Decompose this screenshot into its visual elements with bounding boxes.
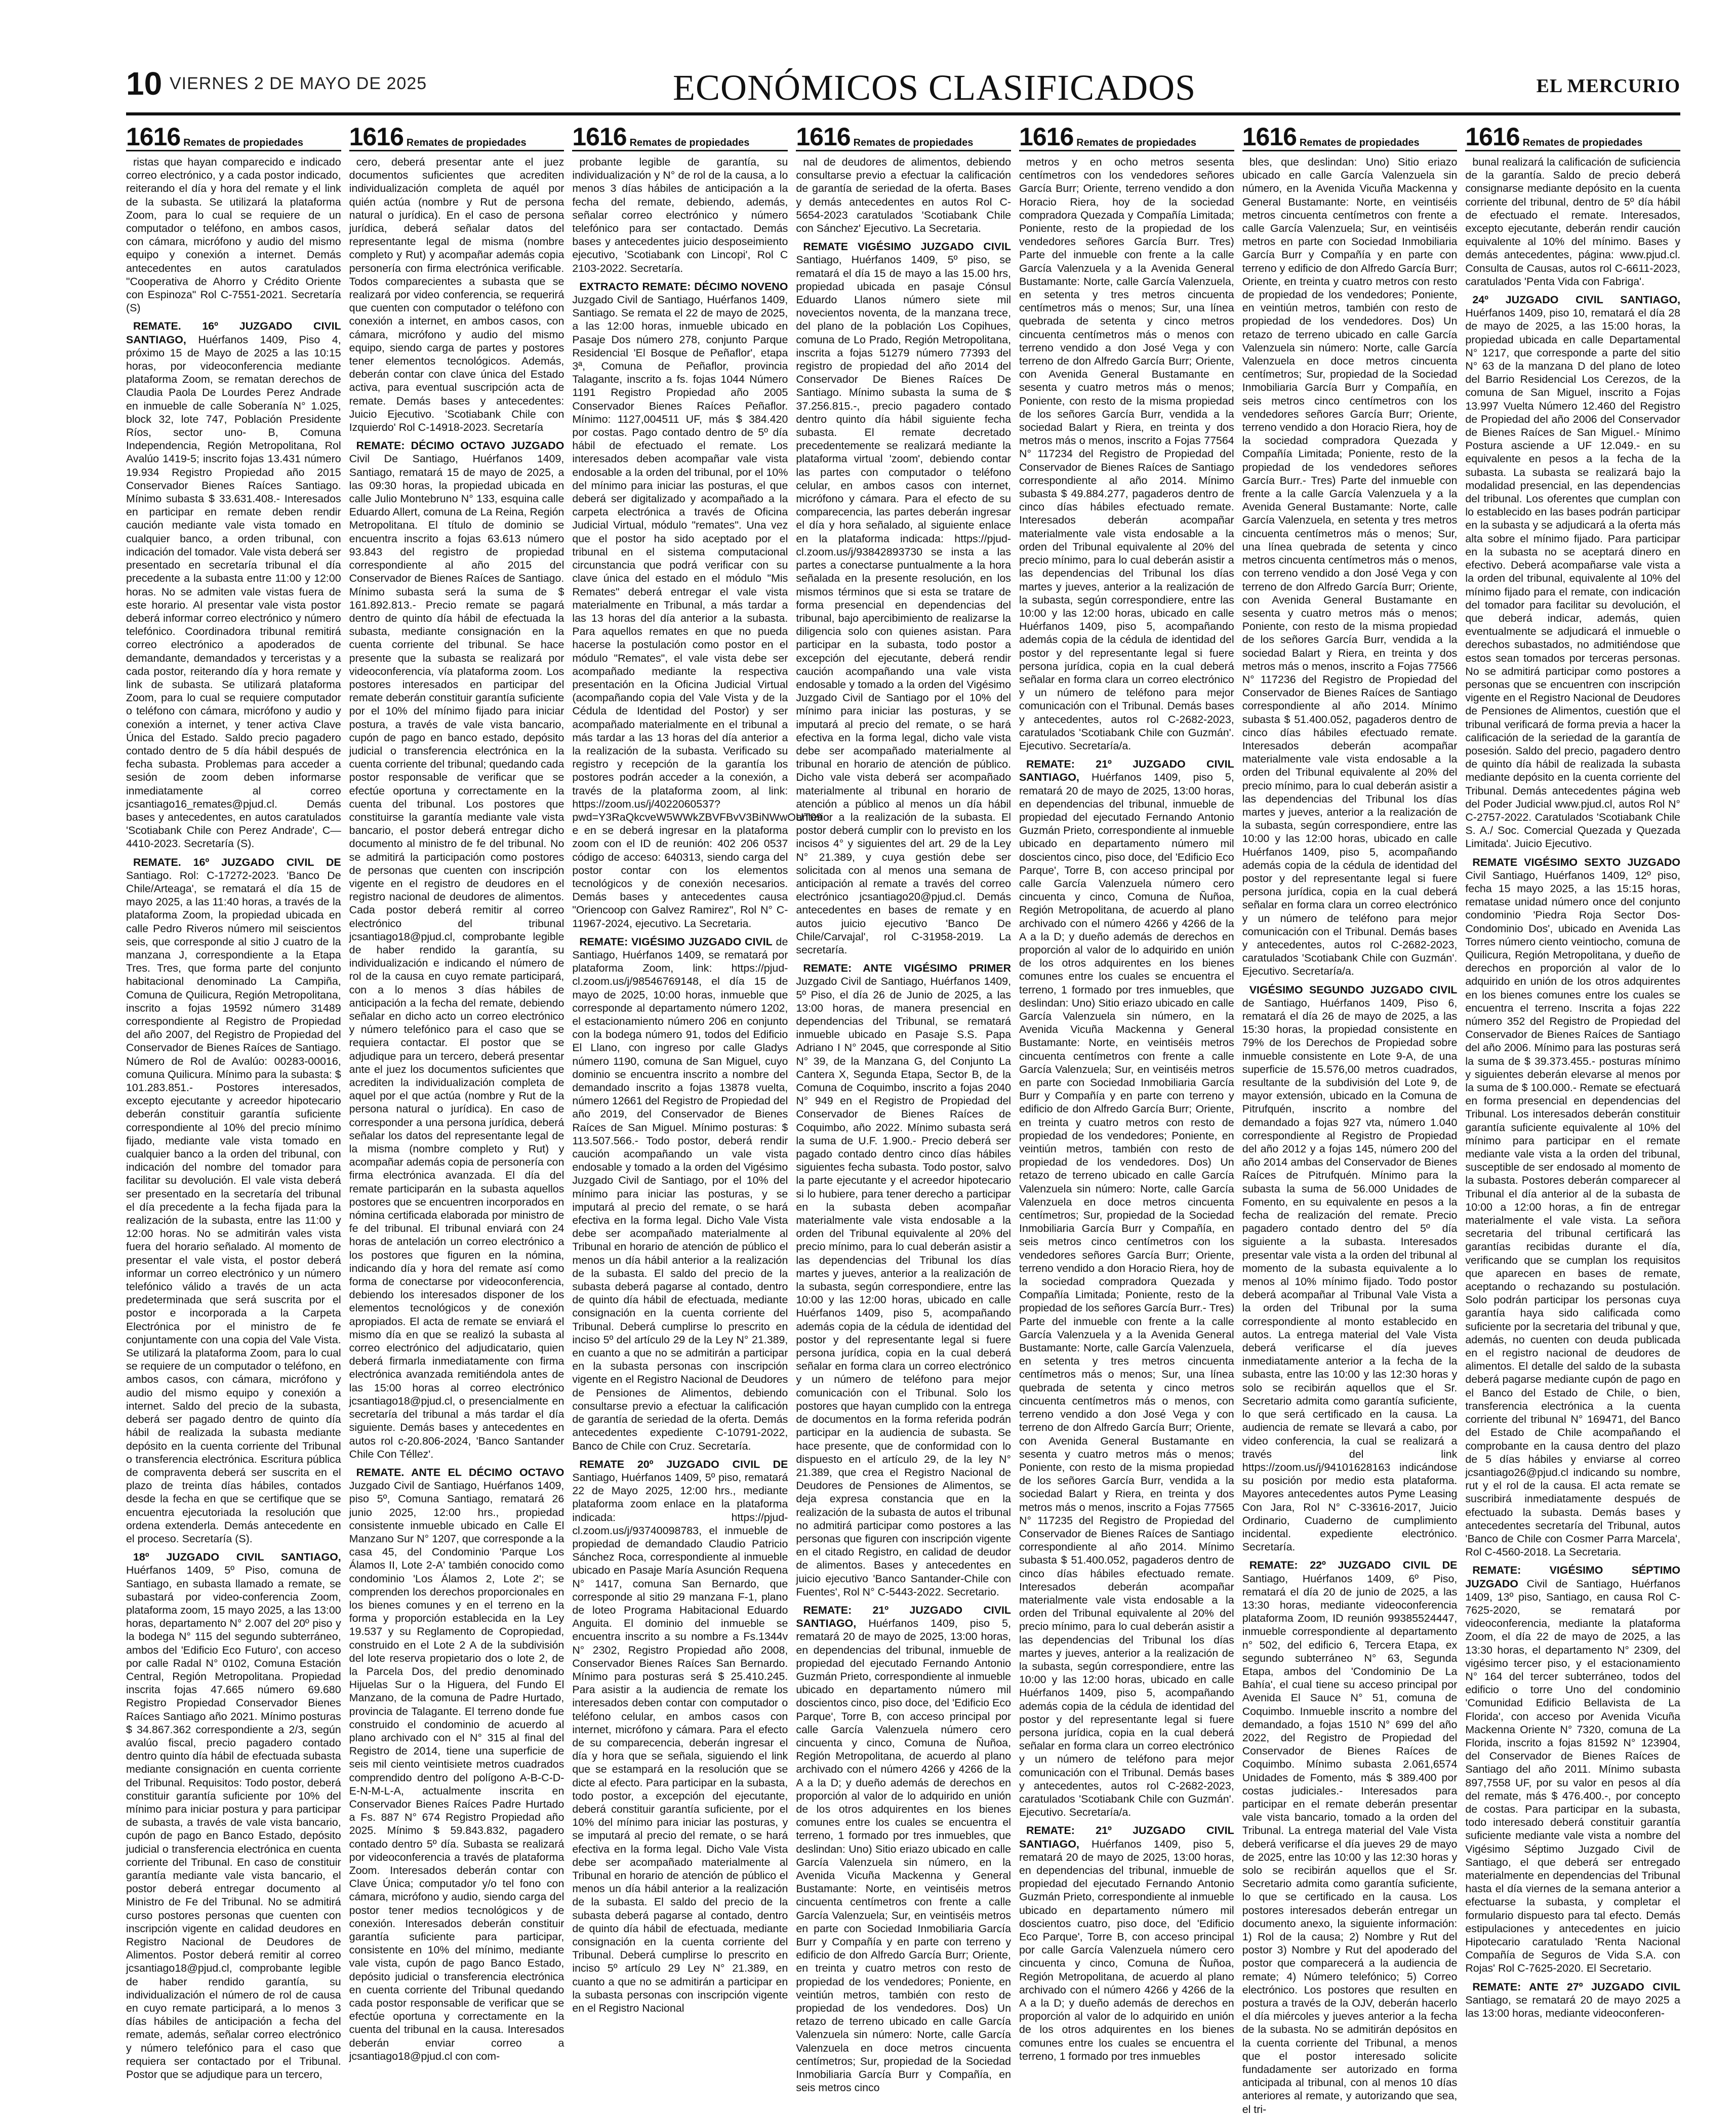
classified-notice: [1019, 155, 1234, 752]
notice-text: metros y en ocho metros sesenta centímetros con los vendedores señores García Burr; Oriente, terreno vendido a don Horacio Riera, hoy de la sociedad compradora Quezada y Compañía Limitada; Poniente, resto de la propiedad de los vendedores señores García Burr. Tres) Parte del inmueble con frente a la calle García Valenzuela y a la Avenida General Bustamante: Norte, calle García Valenzuela, en setenta y tres metros cincuenta centímetros más o menos; Sur, una línea quebrada de setenta y cinco metros cincuenta centímetros más o menos con terreno vendido a don José Vega y con terreno de don Alfredo García Burr; Oriente, con Avenida General Bustamante en sesenta y cuatro metros más o menos; Poniente, con resto de la misma propiedad de los señores García Burr, vendida a la sociedad Balart y Riera, en treinta y dos metros más o menos, inscrito a Fojas 77564 N° 117234 del Registro de Propiedad del Conservador de Bienes Raíces de Santiago correspondiente al año 2014. Mínimo subasta $ 49.884.277, pagaderos dentro de cinco días hábiles efectuado remate. Interesados deberán acompañar materialmente vale vista endosable a la orden del Tribunal equivalente al 20% del precio mínimo, para lo cual deberán asistir a las dependencias del Tribunal los días martes y jueves, anterior a la realización de la subasta, según correspondiere, entre las 10:00 y las 12:00 horas, ubicado en calle Huérfanos 1409, piso 5, acompañando además copia de la cédula de identidad del postor y del representante legal si fuere persona jurídica, copia en la cual deberá señalar en forma clara un correo electrónico y un número de teléfono para mejor comunicación con el Tribunal. Demás bases y antecedentes, autos rol C-2682-2023, caratulados 'Scotiabank Chile con Guzmán'. Ejecutivo. Secretaría/a.: [1019, 156, 1234, 752]
classified-notice: [796, 962, 1011, 1599]
column-header: [126, 119, 341, 151]
classification-code: 1616: [349, 123, 403, 151]
classification-code: 1616: [572, 123, 627, 151]
notice-text: Huérfanos 1409, piso 5, rematará 20 de mayo de 2025, 13:00 horas, en dependencias del tribunal, inmueble de propiedad del ejecutado Fernando Antonio Guzmán Prieto, correspondiente al inmueble ubicado en departamento número mil doscientos cuatro, piso doce, del 'Edificio Eco Parque', Torre B, con acceso principal por calle García Valenzuela número cero cincuenta y cinco, Comuna de Ñuñoa, Región Metropolitana, de acuerdo al plano archivado con el número 4266 y 4266 de la A a la D; y dueño además de derechos en proporción al valor de lo adquirido en unión de los otros adquirentes en los bienes comunes entre los cuales se encuentra el terreno, 1 formado por tres inmuebles: [1019, 1838, 1234, 2062]
column-body: [1242, 155, 1458, 2116]
notice-text: nal de deudores de alimentos, debiendo consultarse previo a efectuar la calificación de garantía de seriedad de la oferta. Bases y demás antecedentes en autos Rol C- 5654-2023 caratulados 'Scotiabank Chile con Sánchez' Ejecutivo. La Secretaria.: [796, 156, 1012, 235]
classified-notice: [796, 155, 1011, 235]
column-body: [1465, 155, 1680, 2020]
classification-category: Remates de propiedades: [629, 137, 750, 148]
classified-notice: [1465, 155, 1680, 288]
classification-code: 1616: [1242, 123, 1297, 151]
notice-text: Juzgado Civil de Santiago, Huérfanos 1409, Santiago. Se remata el 22 de mayo de 2025, a las 12:00 horas, inmueble ubicado en Pasaje Dos número 278, conjunto Parque Residencial 'El Bosque de Peñaflor', etapa 3ª, Comuna de Peñaflor, provincia Talagante, inscrito a fs. fojas 1044 Número 1191 Registro Propiedad año 2005 Conservador Bienes Raíces Peñaflor. Mínimo: 1127,004511 UF, más $ 384.420 por costas. Pago contado dentro de 5º día hábil de efectuado el remate. Los interesados deben acompañar vale vista endosable a la orden del tribunal, por el 10% del mínimo para iniciar las posturas, el que deberá ser digitalizado y acompañado a la carpeta electrónica a través de Oficina Judicial Virtual, módulo "remates". Una vez que el postor ha sido aceptado por el tribunal en el sistema computacional circunstancia que podrá verificar con su clave única del estado en el módulo "Mis Remates" deberá entregar el vale vista materialmente en Tribunal, a más tardar a las 13 horas del día anterior a la subasta. Para aquellos remates en que no pueda hacerse la postulación como postor en el módulo "Remates", el vale vista debe ser acompañado mediante la respectiva presentación en la Oficina Judicial Virtual (acompañando copia del Vale Vista y de la Cédula de Identidad del Postor) y ser acompañado materialmente en el tribunal a más tardar a las 13 horas del día anterior a la realización de la subasta. Verificado su registro y recepción de la garantía los postores podrán acceder a la conexión, a través de la plataforma zoom, al link: https://zoom.us/j/4022060537?pwd=Y3RaQkcveW5WWkZBVFBvV3BiNWwOUT09 e en se deberá ingresar en la plataforma zoom con el ID de reunión: 402 206 0537 código de acceso: 640313, siendo carga del postor contar con los elementos tecnológicos y de conexión necesarios. Demás bases y antecedentes causa "Oriencoop con Galvez Ramirez", Rol N° C-11967-2024, ejecutivo. La Secretaria.: [572, 294, 823, 930]
notice-text: Santiago, se rematará 20 de mayo 2025 a las 13:00 horas, mediante videoconferen-: [1465, 1993, 1681, 2020]
notice-heading: REMATE: 21º JUZGADO CIVIL SANTIAGO,: [796, 1604, 1012, 1630]
column-3: [572, 119, 823, 2015]
classified-notice: [1465, 1980, 1680, 2020]
column-6: [1242, 119, 1458, 2115]
column-4: [796, 119, 1012, 2094]
column-header: [1019, 119, 1234, 151]
notice-heading: 24º JUZGADO CIVIL SANTIAGO,: [1472, 294, 1681, 306]
classification-code: 1616: [126, 123, 181, 151]
notice-heading: VIGÉSIMO SEGUNDO JUZGADO CIVIL: [1249, 983, 1458, 996]
notice-heading: REMATE: 22º JUZGADO CIVIL DE: [1249, 1559, 1458, 1572]
notice-text: Huérfanos 1409, 5º Piso, comuna de Santiago, en subasta llamado a remate, se subastará por video-conferencia Zoom, plataforma zoom, 15 mayo 2025, a las 13:00 horas, departamento N° 2.007 del 20º piso y la bodega N° 115 del segundo subterráneo, ambos del 'Edificio Eco Futuro', con acceso por calle Radal N° 0102, Comuna Estación Central, Región Metropolitana. Propiedad inscrita fojas 47.665 número 69.680 Registro Propiedad Conservador Bienes Raíces Santiago año 2021. Mínimo posturas $ 34.867.362 correspondiente a 2/3, según avalúo fiscal, precio pagadero contado dentro quinto día hábil de efectuada subasta mediante consignación en cuenta corriente del Tribunal. Requisitos: Todo postor, deberá constituir garantía suficiente por 10% del mínimo para iniciar postura y para participar de subasta, a través de vale vista bancario, cupón de pago en Banco Estado, depósito judicial o transferencia electrónica en cuenta corriente del Tribunal. En caso de constituir garantía mediante vale vista bancario, el postor deberá entregar documento al Ministro de Fe del Tribunal. No se admitirá curso postores personas que cuenten con inscripción vigente en calidad deudores en Registro Nacional de Deudores de Alimentos. Postor deberá remitir al correo jcsantiago18@pjud.cl, comprobante legible de haber rendido garantía, su individualización el número de rol de causa en cuyo remate participará, a lo menos 3 días hábiles de anticipación a fecha del remate, además, señalar correo electrónico y número telefónico para el caso que requiera ser contactado por el Tribunal. Postor que se adjudique para un tercero,: [126, 1564, 341, 2081]
notice-text: Santiago, Huérfanos 1409, 5º piso, rematará 22 de Mayo 2025, 12:00 hrs., mediante plataforma zoom enlace en la plataforma indicada: https://pjud-cl.zoom.us/j/93740098783, el inmueble de propiedad de demandado Claudio Patricio Sánchez Roca, correspondiente al inmueble ubicado en Pasaje María Asunción Requena N° 1417, comuna San Bernardo, que corresponde al sitio 29 manzana F-1, plano de loteo Programa Habitacional Eduardo Anguita. El dominio del inmueble se encuentra inscrito a su nombre a Fs.1344v N° 2302, Registro Propiedad año 2008, Conservador Bienes Raíces San Bernardo. Mínimo para posturas será $ 25.410.245. Para asistir a la audiencia de remate los interesados deben contar con computador o teléfono celular, en ambos casos con internet, micrófono y cámara. Para el efecto de su comparecencia, deberán ingresar el día y hora que se señala, siguiendo el link que se estampará en la resolución que se dicte al efecto. Para participar en la subasta, todo postor, a excepción del ejecutante, deberá constituir garantía suficiente, por el 10% del mínimo para iniciar las posturas, y se imputará al precio del remate, o se hará efectiva en la forma legal. Dicho Vale Vista debe ser acompañado materialmente al Tribunal en horario de atención de público el menos un día hábil anterior a la realización de la subasta. El saldo del precio de la subasta deberá pagarse al contado, dentro de quinto día hábil de efectuada, mediante consignación en la cuenta corriente del Tribunal. Deberá cumplirse lo prescrito en inciso 5º artículo 29 Ley N° 21.389, en cuanto a que no se admitirán a participar en la subasta personas con inscripción vigente en el Registro Nacional: [572, 1471, 788, 2015]
classified-notice: [349, 439, 564, 1461]
classification-category: Remates de propiedades: [1299, 137, 1420, 148]
column-header: [1242, 119, 1458, 151]
classified-notice: [1242, 983, 1458, 1554]
classified-notice: [126, 856, 341, 1546]
notice-heading: REMATE: DÉCIMO OCTAVO JUZGADO: [356, 440, 564, 452]
classified-notice: [796, 1604, 1011, 2095]
notice-text: Juzgado Civil de Santiago, Huérfanos 1409, 5º Piso, el día 26 de Junio de 2025, a las 13:00 horas, de manera presencial en dependencias del Tribunal, se rematará inmueble ubicado en Pasaje S.S. Papa Adriano I N° 2045, que corresponde al Sitio N° 39, de la Manzana G, del Conjunto La Cantera X, Segunda Etapa, Sector B, de la Comuna de Coquimbo, inscrito a fojas 2040 N° 949 en el Registro de Propiedad del Conservador de Bienes Raíces de Coquimbo, año 2022. Mínimo subasta será la suma de U.F. 1.900.- Precio deberá ser pagado contado dentro cinco días hábiles siguientes fecha subasta. Todo postor, salvo la parte ejecutante y el acreedor hipotecario si lo hubiere, para tener derecho a participar en la subasta deben acompañar materialmente vale vista endosable a la orden del Tribunal equivalente al 20% del precio mínimo, para lo cual deberán asistir a las dependencias del Tribunal los días martes y jueves, anterior a la realización de la subasta, según correspondiere, entre las 10:00 y las 12:00 horas, ubicado en calle Huérfanos 1409, piso 5, acompañando además copia de la cédula de identidad del postor y del representante legal si fuere persona jurídica, copia en la cual deberá señalar en forma clara un correo electrónico y un número de teléfono para mejor comunicación con el Tribunal. Solo los postores que hayan cumplido con la entrega de documentos en la forma referida podrán participar en la audiencia de subasta. Se hace presente, que de conformidad con lo dispuesto en el artículo 29, de la ley N° 21.389, que crea el Registro Nacional de Deudores de Pensiones de Alimentos, se deja expresa constancia que en la realización de la subasta de autos el tribunal no admitirá participar como postores a las personas que figuren con inscripción vigente en el citado Registro, en calidad de deudor de alimentos. Bases y antecedentes en juicio ejecutivo 'Banco Santander-Chile con Fuentes', Rol N° C-5443-2022. Secretario.: [796, 975, 1012, 1598]
notice-text: bles, que deslindan: Uno) Sitio eriazo ubicado en calle García Valenzuela sin número, en la Avenida Vicuña Mackenna y General Bustamante: Norte, en veintiséis metros cincuenta centímetros con frente a calle García Valenzuela; Sur, en veintiséis metros en parte con Sociedad Inmobiliaria García Burr y Compañía y en parte con terreno y edificio de don Alfredo García Burr; Oriente, en treinta y cuatro metros con resto de propiedad de los vendedores; Poniente, en veintiún metros, también con resto de propiedad de los vendedores. Dos) Un retazo de terreno ubicado en calle García Valenzuela sin número: Norte, calle García Valenzuela en doce metros cincuenta centímetros; Sur, propiedad de la Sociedad Inmobiliaria García Burr y Compañía, en seis metros cinco centímetros con los vendedores señores García Burr; Oriente, terreno vendido a don Horacio Riera, hoy de la sociedad compradora Quezada y Compañía Limitada; Poniente, resto de la propiedad de los vendedores señores García Burr.- Tres) Parte del inmueble con frente a la calle García Valenzuela y a la Avenida General Bustamante: Norte, calle García Valenzuela, en setenta y tres metros cincuenta centímetros más o menos; Sur, una línea quebrada de setenta y cinco metros cincuenta centímetros más o menos, con terreno vendido a don José Vega y con terreno de don Alfredo García Burr; Oriente, con Avenida General Bustamante en sesenta y cuatro metros más o menos; Poniente, con resto de la misma propiedad de los señores García Burr, vendida a la sociedad Balart y Riera, en treinta y dos metros más o menos, inscrito a Fojas 77566 N° 117236 del Registro de Propiedad del Conservador de Bienes Raíces de Santiago correspondiente al año 2014. Mínimo subasta $ 51.400.052, pagaderos dentro de cinco días hábiles efectuado remate. Interesados deberán acompañar materialmente vale vista endosable a la orden del Tribunal equivalente al 20% del precio mínimo, para lo cual deberán asistir a las dependencias del Tribunal los días martes y jueves, anterior a la realización de la subasta, según correspondiere, entre las 10:00 y las 12:00 horas, ubicado en calle Huérfanos 1409, piso 5, acompañando además copia de la cédula de identidad del postor y del representante legal si fuere persona jurídica, copia en la cual deberá señalar en forma clara un correo electrónico y un número de teléfono para mejor comunicación con el Tribunal. Demás bases y antecedentes, autos rol C-2682-2023, caratulados 'Scotiabank Chile con Guzmán'. Ejecutivo. Secretaría/a.: [1242, 156, 1458, 978]
classified-notice: [572, 935, 788, 1453]
classified-notice: [126, 320, 341, 850]
column-body: [349, 155, 564, 2063]
column-body: [572, 155, 823, 2015]
column-header: [572, 119, 788, 151]
classifieds-columns: [126, 119, 1681, 2115]
notice-text: de Santiago, Huérfanos 1409, se rematará por plataforma Zoom, link: https://pjud-cl.zoom.us/j/98546769148, el día 15 de mayo de 2025, 10:00 horas, inmueble que corresponde al departamento número 1202, el estacionamiento número 206 en conjunto con la bodega número 91, todos del Edificio El Llano, con ingreso por calle Gladys número 1190, comuna de San Miguel, cuyo dominio se encuentra inscrito a nombre del demandado inscrito a fojas 13878 vuelta, número 12661 del Registro de Propiedad del año 2019, del Conservador de Bienes Raíces de San Miguel. Mínimo posturas: $ 113.507.566.- Todo postor, deberá rendir caución acompañando un vale vista endosable y tomado a la orden del Vigésimo Juzgado Civil de Santiago, por el 10% del mínimo para iniciar las posturas, y se imputará al precio del remate, o se hará efectiva en la forma legal. Dicho Vale Vista debe ser acompañado materialmente al Tribunal en horario de atención de público el menos un día hábil anterior a la realización de la subasta. El saldo del precio de la subasta deberá pagarse al contado, dentro de quinto día hábil de efectuada, mediante consignación en la cuenta corriente del Tribunal. Deberá cumplirse lo prescrito en inciso 5º del artículo 29 de la Ley N° 21.389, en cuanto a que no se admitirán a participar en la subasta personas con inscripción vigente en el Registro Nacional de Deudores de Pensiones de Alimentos, debiendo consultarse previo a efectuar la calificación de garantía de seriedad de la oferta. Demás antecedentes expediente C-10791-2022, Banco de Chile con Cruz. Secretaría.: [572, 935, 788, 1452]
classification-category: Remates de propiedades: [1076, 137, 1196, 148]
notice-heading: REMATE. ANTE EL DÉCIMO OCTAVO: [356, 1466, 564, 1479]
notice-text: Huérfanos 1409, Piso 4, próximo 15 de Mayo de 2025 a las 10:15 horas, por videoconferencia mediante plataforma Zoom, se rematan derechos de Claudia Paola De Lourdes Perez Andrade en inmueble de calle Soberanía N° 1.025, block 32, lote 747, Población Presidente Ríos, sector uno- B, Comuna Independencia, Región Metropolitana, Rol Avalúo 1419-5; inscrito fojas 13.431 número 19.934 Registro Propiedad año 2015 Conservador Bienes Raíces Santiago. Mínimo subasta $ 33.631.408.- Interesados en participar en remate deben rendir caución mediante vale vista tomado en cualquier banco, a orden tribunal, con indicación del tomador. Vale vista deberá ser presentado en secretaría tribunal el día precedente a la subasta entre 11:00 y 12:00 horas. No se admiten vale vistas fuera de este horario. Al presentar vale vista postor deberá informar correo electrónico y número telefónico. Coordinadora tribunal remitirá correo electrónico a apoderados de demandante, demandados y terceristas y a cada postor, reiterando día y hora remate y link de subasta. Se utilizará plataforma Zoom, para lo cual se requiere computador o teléfono con cámara, micrófono y audio y conexión a internet, y tener activa Clave Única del Estado. Saldo precio pagadero contado dentro de 5 día hábil después de fecha subasta. Problemas para acceder a sesión de zoom deben informarse inmediatamente al correo jcsantiago16_remates@pjud.cl. Demás bases y antecedentes, en autos caratulados 'Scotiabank Chile con Perez Andrade', C—4410-2023. Secretaría (S).: [126, 333, 341, 850]
notice-heading: REMATE: 21º JUZGADO CIVIL SANTIAGO,: [1019, 758, 1234, 784]
classified-notice: [1019, 1824, 1234, 2063]
notice-text: de Santiago, Huérfanos 1409, Piso 6, rematará el día 26 de mayo de 2025, a las 15:30 horas, la propiedad consistente en 79% de los Derechos de Propiedad sobre inmueble consistente en Lote 9-A, de una superficie de 15.576,00 metros cuadrados, resultante de la subdivisión del Lote 9, de mayor extensión, ubicado en la Comuna de Pitrufquén, inscrito a nombre del demandado a fojas 927 vta, número 1.040 correspondiente al Registro de Propiedad del año 2012 y a fojas 145, número 200 del año 2014 ambas del Conservador de Bienes Raíces de Pitrufquén. Mínimo para la subasta la suma de 56.000 Unidades de Fomento, en su equivalente en pesos a la fecha de realización del remate. Precio pagadero contado dentro del 5º día siguiente a la subasta. Interesados presentar vale vista a la orden del tribunal al momento de la subasta equivalente a lo menos al 10% mínimo fijado. Todo postor deberá acompañar al Tribunal Vale Vista a la orden del Tribunal por la suma correspondiente al monto establecido en autos. La entrega material del Vale Vista deberá verificarse el día jueves inmediatamente anterior a la fecha de la subasta, entre las 10:00 y las 12:30 horas y solo se recibirán aquellos que el Sr. Secretario admita como garantía suficiente, lo que será certificado en la causa. La audiencia de remate se llevará a cabo, por video conferencia, la cual se realizará a través del link https://zoom.us/j/94101628163 indicándose su posición por medio esta plataforma. Mayores antecedentes autos Pyme Leasing Con Jara, Rol N° C-33616-2017, Juicio Ordinario, Cuaderno de cumplimiento incidental. expediente electrónico. Secretaría.: [1242, 996, 1458, 1553]
notice-heading: 18º JUZGADO CIVIL SANTIAGO,: [133, 1551, 341, 1564]
notice-heading: REMATE: ANTE 27º JUZGADO CIVIL: [1472, 1980, 1681, 1993]
masthead: [126, 65, 1680, 113]
notice-text: Civil De Santiago, Huérfanos 1409, Santiago, rematará 15 de mayo de 2025, a las 09:30 horas, la propiedad ubicada en calle Julio Montebruno N° 133, esquina calle Eduardo Allert, comuna de La Reina, Región Metropolitana. El título de dominio se encuentra inscrito a fojas 63.613 número 93.843 del registro de propiedad correspondiente al año 2015 del Conservador de Bienes Raíces de Santiago. Mínimo subasta será la suma de $ 161.892.813.- Precio remate se pagará dentro de quinto día hábil de efectuada la subasta, mediante consignación en la cuenta corriente del tribunal. Se hace presente que la subasta se realizará por videoconferencia, vía plataforma zoom. Los postores interesados en participar del remate deberán constituir garantía suficiente por el 10% del mínimo fijado para iniciar postura, a través de vale vista bancario, cupón de pago en banco estado, depósito judicial o transferencia electrónica en la cuenta corriente del tribunal; quedando cada postor responsable de verificar que se efectúe oportuna y correctamente en la cuenta del tribunal. Los postores que constituirse la garantía mediante vale vista bancario, el postor deberá entregar dicho documento al ministro de fe del tribunal. No se admitirá la participación como postores de personas que cuenten con inscripción vigente en el registro de deudores en el registro nacional de deudores de alimentos. Cada postor deberá remitir al correo electrónico del tribunal jcsantiago18@pjud.cl, comprobante legible de haber rendido la garantía, su individualización e indicando el número de rol de la causa en cuyo remate participará, con a lo menos 3 días hábiles de anticipación a la fecha del remate, debiendo señalar en dicho acto un correo electrónico y número telefónico para el caso que se requiera contactar. El postor que se adjudique para un tercero, deberá presentar ante el juez los documentos suficientes que acrediten la individualización completa de aquel por el que actúa (nombre y Rut de la persona natural o jurídica). En caso de corresponder a una persona jurídica, deberá señalar los datos del representante legal de la misma (nombre completo y Rut) y acompañar además copia de personería con firma electrónica avanzada. El día del remate participarán en la subasta aquellos postores que se encuentren incorporados en nómina certificada elaborada por ministro de fe del tribunal. El tribunal enviará con 24 horas de antelación un correo electrónico a los postores que figuren en la nómina, indicando día y hora del remate así como forma de conectarse por videoconferencia, debiendo los interesados disponer de los elementos tecnológicos y de conexión apropiados. El acta de remate se enviará el mismo día en que se realizó la subasta al correo electrónico del adjudicatario, quien deberá firmarla inmediatamente con firma electrónica avanzada remitiéndola antes de las 15:00 horas al correo electrónico jcsantiago18@pjud.cl, o presencialmente en secretaría del tribunal a más tardar el día siguiente. Demás bases y antecedentes en autos rol c-20.806-2024, 'Banco Santander Chile Con Téllez'.: [349, 453, 564, 1460]
classified-notice: [1242, 1559, 1458, 2116]
notice-text: Santiago, Huérfanos 1409, 6º Piso, rematará el día 20 de junio de 2025, a las 13:30 horas, mediante videoconferencia plataforma Zoom, ID reunión 99385524447, inmueble correspondiente al departamento n° 502, del edificio 6, Tercera Etapa, ex segundo subterráneo N° 63, Segunda Etapa, ambos del 'Condominio De La Bahía', el cual tiene su acceso principal por Avenida El Sauce N° 51, comuna de Coquimbo. Inmueble inscrito a nombre del demandado, a fojas 1510 N° 699 del año 2022, del Registro de Propiedad del Conservador de Bienes Raíces de Coquimbo. Mínimo subasta 2.061,6574 Unidades de Fomento, más $ 389.400 por costas judiciales.- Interesados para participar en el remate deberán presentar vale vista bancario, tomado a la orden del Tribunal. La entrega material del Vale Vista deberá verificarse el día jueves 29 de mayo de 2025, entre las 10:00 y las 12:30 horas y solo se recibirán aquellos que el Sr. Secretario admita como garantía suficiente, lo que se certificado en la causa. Los postores interesados deberán entregar un documento anexo, la siguiente información: 1) Rol de la causa; 2) Nombre y Rut del postor 3) Nombre y Rut del apoderado del postor que comparecerá a la audiencia de remate; 4) Número telefónico; 5) Correo electrónico. Los postores que resulten en postura a través de la OJV, deberán hacerlo el día miércoles y jueves anterior a la fecha de la subasta. No se admitirán depósitos en la cuenta corriente del Tribunal, a menos que el postor interesado solicite fundadamente ser autorizado en forma anticipada al tribunal, con al menos 10 días anteriores al remate, y autorizando que sea, el tri-: [1242, 1572, 1458, 2115]
classification-code: 1616: [796, 123, 851, 151]
column-2: [349, 119, 564, 2062]
column-7: [1465, 119, 1681, 2020]
classified-notice: [349, 1466, 564, 2063]
column-body: [126, 155, 341, 2081]
header-rule: [126, 112, 1680, 115]
issue-date: VIERNES 2 DE MAYO DE 2025: [170, 74, 427, 93]
notice-heading: REMATE: VIGÉSIMO JUZGADO CIVIL: [579, 935, 773, 948]
notice-heading: REMATE: 21º JUZGADO CIVIL SANTIAGO,: [1019, 1824, 1234, 1850]
classified-notice: [1242, 155, 1458, 978]
classification-code: 1616: [1465, 123, 1520, 151]
notice-text: Santiago. Rol: C-17272-2023. 'Banco De Chile/Arteaga', se rematará el día 15 de mayo 2025, a las 11:40 horas, a través de la plataforma Zoom, la propiedad ubicada en calle Pedro Riveros número mil seiscientos seis, que corresponde al sitio J cuatro de la manzana J, correspondiente a la Etapa Tres. Tres, que forma parte del conjunto habitacional denominado La Campiña, Comuna de Quilicura, Región Metropolitana, inscrito a fojas 19592 número 31489 correspondiente al Registro de Propiedad del año 2007, del Registro de Propiedad del Conservador de Bienes Raíces de Santiago. Número de Rol de Avalúo: 00283-00016, comuna Quilicura. Mínimo para la subasta: $ 101.283.851.- Postores interesados, excepto ejecutante y acreedor hipotecario deberán constituir garantía suficiente correspondiente al 10% del precio mínimo fijado, mediante vale vista tomado en cualquier banco a la orden del tribunal, con indicación del nombre del tomador para facilitar su devolución. El vale vista deberá ser presentado en la secretaría del tribunal el día precedente a la fecha fijada para la realización de la subasta, entre las 11:00 y 12:00 horas. No se admitirán vales vista fuera del horario señalado. Al momento de presentar el vale vista, el postor deberá informar un correo electrónico y un número telefónico válido a través de un acta predeterminada que será suscrita por el postor e incorporada a la Carpeta Electrónica por el ministro de fe conjuntamente con una copia del Vale Vista. Se utilizará la plataforma Zoom, para lo cual se requiere de un computador o teléfono, en ambos casos, con cámara, micrófono y audio del mismo equipo y conexión a internet. Saldo del precio de la subasta, deberá ser pagado dentro de quinto día hábil de realizada la subasta mediante depósito en la cuenta corriente del Tribunal o transferencia electrónica. Escritura pública de compraventa deberá ser suscrita en el plazo de treinta días hábiles, contados desde la fecha en que se certifique que se encuentra ejecutoriada la resolución que ordena extenderla. Demás antecedente en el proceso. Secretaría (S).: [126, 869, 341, 1545]
classification-category: Remates de propiedades: [183, 137, 303, 148]
classified-notice: [1465, 1564, 1680, 1975]
notice-text: Juzgado Civil de Santiago, Huérfanos 1409, piso 5º, Comuna Santiago, rematará 26 junio 2025, 12:00 hrs., propiedad consistente inmueble ubicado en Calle El Manzano Sur N° 1207, que corresponde a la casa 45, del Condominio 'Parque Los Álamos II, Lote 2-A' también conocido como condominio 'Los Álamos 2, Lote 2'; se comprenden los derechos proporcionales en los bienes comunes y en el terreno en la forma y proporción establecida en la Ley 19.537 y su Reglamento de Copropiedad, construido en el Lote 2 A de la subdivisión del lote reserva propietario dos o lote 2, de la Parcela Dos, del predio denominado Hijuelas Sur o la Higuera, del Fundo El Manzano, de la comuna de Padre Hurtado, provincia de Talagante. El terreno donde fue construido el condominio de acuerdo al plano archivado con el N° 315 al final del Registro de 2014, tiene una superficie de seis mil ciento veintisiete metros cuadrados comprendido dentro del polígono A-B-C-D-E-N-M-L-A, actualmente inscrita en Conservador Bienes Raíces Padre Hurtado a Fs. 887 N° 674 Registro Propiedad año 2025. Mínimo $ 59.843.832, pagadero contado dentro 5º día. Subasta se realizará por videoconferencia a través de plataforma Zoom. Interesados deberán contar con Clave Única; computador y/o tel fono con cámara, micrófono y audio, siendo carga del postor tener medios tecnológicos y de conexión. Interesados deberán constituir garantía suficiente para participar, consistente en 10% del mínimo, mediante vale vista, cupón de pago Banco Estado, depósito judicial o transferencia electrónica en cuenta corriente del Tribunal quedando cada postor responsable de verificar que se efectúe oportuna y correctamente en la cuenta del tribunal en la causa. Interesados deberán enviar correo a jcsantiago18@pjud.cl con com-: [349, 1480, 564, 2062]
notice-text: Santiago, Huérfanos 1409, 5º piso, se rematará el día 15 de mayo a las 15.00 hrs, propiedad ubicada en pasaje Cónsul Eduardo Llanos número siete mil novecientos noventa, de la manzana trece, del plano de la población Los Copihues, comuna de Lo Prado, Región Metropolitana, inscrita a fojas 51279 número 77393 del registro de propiedad del año 2014 del Conservador De Bienes Raíces De Santiago. Mínimo subasta la suma de $ 37.256.815.-, precio pagadero contado dentro quinto día hábil siguiente fecha subasta. El remate decretado precedentemente se realizará mediante la plataforma virtual 'zoom', debiendo contar las partes con computador o teléfono celular, en ambos casos con internet, micrófono y cámara. Para el efecto de su comparecencia, las partes deberán ingresar el día y hora señalado, al siguiente enlace en la plataforma indicada: https://pjud-cl.zoom.us/j/93842893730 se insta a las partes a conectarse puntualmente a la hora señalada en la presente resolución, en los mismos términos que si esta se tratare de forma presencial en dependencias del tribunal, bajo apercibimiento de realizarse la diligencia solo con quienes asistan. Para participar en la subasta, todo postor a excepción del ejecutante, deberá rendir caución acompañando una vale vista endosable y tomado a la orden del Vigésimo Juzgado Civil de Santiago por el 10% del mínimo para iniciar las posturas, y se imputará al precio del remate, o se hará efectiva en la forma legal, dicho vale vista debe ser acompañado materialmente al tribunal en horario de atención de público. Dicho vale vista deberá ser acompañado materialmente al tribunal en horario de atención a público al menos un día hábil anterior a la realización de la subasta. El postor deberá cumplir con lo previsto en los incisos 4° y siguientes del art. 29 de la Ley N° 21.389, y cuya gestión debe ser solicitada con al menos una semana de anticipación al remate a través del correo electrónico jcsantiago20@pjud.cl. Demás antecedentes en bases de remate y en autos juicio ejecutivo 'Banco De Chile/Carvajal', rol C-31958-2019. La secretaría.: [796, 254, 1012, 956]
notice-heading: EXTRACTO REMATE: DÉCIMO NOVENO: [579, 280, 788, 293]
column-header: [1465, 119, 1680, 151]
classified-notice: [572, 280, 823, 930]
classification-category: Remates de propiedades: [406, 137, 527, 148]
classification-code: 1616: [1019, 123, 1074, 151]
notice-text: bunal realizará la calificación de suficiencia de la garantía. Saldo de precio deberá consignarse mediante depósito en la cuenta corriente del tribunal, dentro de 5º día hábil de efectuado el remate. Interesados, excepto ejecutante, deberán rendir caución equivalente al 10% del mínimo. Bases y demás antecedentes, página: www.pjud.cl. Consulta de Causas, autos rol C-6611-2023, caratulados 'Penta Vida con Fabriga'.: [1465, 156, 1681, 288]
classified-notice: [349, 155, 564, 434]
notice-heading: REMATE VIGÉSIMO SEXTO JUZGADO: [1472, 856, 1681, 868]
notice-text: Civil Santiago, Huérfanos 1409, 12º piso, fecha 15 mayo 2025, a las 15:15 horas, rematase unidad número once del conjunto condominio 'Piedra Roja Sector Dos-Condominio Dos', ubicado en Avenida Las Torres número ciento veintiocho, comuna de Quilicura, Región Metropolitana, y dueño de derechos en proporción al valor de lo adquirido en unión de los otros adquirentes en los bienes comunes entre los cuales se encuentra el terreno. Inscrita a fojas 222 número 352 del Registro de Propiedad del Conservador de Bienes Raíces de Santiago del año 2006. Mínimo para las posturas será la suma de $ 39.373.455.- posturas mínimo y siguientes deberán elevarse al menos por la suma de $ 100.000.- Remate se efectuará en forma presencial en dependencias del Tribunal. Los interesados deberán constituir garantía suficiente equivalente al 10% del mínimo para participar en el remate mediante vale vista a la orden del tribunal, susceptible de ser endosado al momento de la subasta. Postores deberán comparecer al Tribunal el día anterior al de la subasta de 10:00 a 12:00 horas, a fin de entregar materialmente el vale vista. La señora secretaria del tribunal certificará las garantías recibidas durante el día, verificando que se cumplan los requisitos que aparecen en bases de remate, aceptando o rechazando su postulación. Solo podrán participar los personas cuya garantía haya sido calificada como suficiente por la secretaria del tribunal y que, además, no cuenten con deuda publicada en el registro nacional de deudores de alimentos. El detalle del saldo de la subasta deberá pagarse mediante cupón de pago en el Banco del Estado de Chile, o bien, transferencia electrónica a la cuenta corriente del tribunal N° 169471, del Banco del Estado de Chile acompañando el comprobante en la causa dentro del plazo de 5 días hábiles y enviarse al correo jcsantiago26@pjud.cl indicando su nombre, rut y el rol de la causa. El acta remate se suscribirá inmediatamente después de efectuado la subasta. Demás bases y antecedentes secretaría del Tribunal, autos 'Banco de Chile con Cosmer Parra Marcela', Rol C-4560-2018. La Secretaria.: [1465, 869, 1681, 1559]
column-body: [796, 155, 1011, 2094]
column-5: [1019, 119, 1234, 2062]
notice-heading: REMATE. 16º JUZGADO CIVIL DE: [133, 856, 341, 868]
notice-heading: REMATE: VIGÉSIMO SÉPTIMO JUZGADO: [1465, 1564, 1681, 1590]
classified-notice: [1465, 293, 1680, 851]
publication-name: EL MERCURIO: [1536, 75, 1680, 97]
column-body: [1019, 155, 1234, 2063]
notice-heading: REMATE VIGÉSIMO JUZGADO CIVIL: [803, 241, 1012, 253]
notice-heading: REMATE: ANTE VIGÉSIMO PRIMER: [803, 962, 1012, 975]
notice-heading: REMATE. 16º JUZGADO CIVIL SANTIAGO,: [126, 320, 341, 346]
notice-text: probante legible de garantía, su individualización y N° de rol de la causa, a lo menos 3 días hábiles de anticipación a la fecha del remate, debiendo, además, señalar correo electrónico y número telefónico para ser contactado. Demás bases y antecedentes juicio desposeimiento ejecutivo, 'Scotiabank con Lincopi', Rol C 2103-2022. Secretaría.: [572, 156, 788, 274]
notice-text: Huérfanos 1409, piso 5, rematará 20 de mayo de 2025, 13:00 horas, en dependencias del tribunal, inmueble de propiedad del ejecutado Fernando Antonio Guzmán Prieto, correspondiente al inmueble ubicado en departamento número mil doscientos cinco, piso doce, del 'Edificio Eco Parque', Torre B, con acceso principal por calle García Valenzuela número cero cincuenta y cinco, Comuna de Ñuñoa, Región Metropolitana, de acuerdo al plano archivado con el número 4266 y 4266 de la A a la D; y dueño además de derechos en proporción al valor de lo adquirido en unión de los otros adquirentes en los bienes comunes entre los cuales se encuentra el terreno, 1 formado por tres inmuebles, que deslindan: Uno) Sitio eriazo ubicado en calle García Valenzuela sin número, en la Avenida Vicuña Mackenna y General Bustamante: Norte, en veintiséis metros cincuenta centímetros con frente a calle García Valenzuela; Sur, en veintiséis metros en parte con Sociedad Inmobiliaria García Burr y Compañía y en parte con terreno y edificio de don Alfredo García Burr; Oriente, en treinta y cuatro metros con resto de propiedad de los vendedores; Poniente, en veintiún metros, también con resto de propiedad de los vendedores. Dos) Un retazo de terreno ubicado en calle García Valenzuela sin número: Norte, calle García Valenzuela en doce metros cincuenta centímetros; Sur, propiedad de la Sociedad Inmobiliaria García Burr y Compañía, en seis metros cinco centímetros con los vendedores señores García Burr; Oriente, terreno vendido a don Horacio Riera, hoy de la sociedad compradora Quezada y Compañía Limitada; Poniente, resto de la propiedad de los señores García Burr.- Tres) Parte del inmueble con frente a la calle García Valenzuela y a la Avenida General Bustamante: Norte, calle García Valenzuela, en setenta y tres metros cincuenta centímetros más o menos; Sur, una línea quebrada de setenta y cinco metros cincuenta centímetros más o menos, con terreno vendido a don José Vega y con terreno de don Alfredo García Burr; Oriente, con Avenida General Bustamante en sesenta y cuatro metros más o menos; Poniente, con resto de la misma propiedad de los señores García Burr, vendida a la sociedad Balart y Riera, en treinta y dos metros más o menos, inscrito a Fojas 77565 N° 117235 del Registro de Propiedad del Conservador de Bienes Raíces de Santiago correspondiente al año 2014. Mínimo subasta $ 51.400.052, pagaderos dentro de cinco días hábiles efectuado remate. Interesados deberán acompañar materialmente vale vista endosable a la orden del Tribunal equivalente al 20% del precio mínimo, para lo cual deberán asistir a las dependencias del Tribunal los días martes y jueves, anterior a la realización de la subasta, según correspondiere, entre las 10:00 y las 12:00 horas, ubicado en calle Huérfanos 1409, piso 5, acompañando además copia de la cédula de identidad del postor y del representante legal si fuere persona jurídica, copia en la cual deberá señalar en forma clara un correo electrónico y un número de teléfono para mejor comunicación con el Tribunal. Demás bases y antecedentes, autos rol C-2682-2023, caratulados 'Scotiabank Chile con Guzmán'. Ejecutivo. Secretaría/a.: [1019, 771, 1234, 1819]
classified-notice: [572, 155, 788, 275]
column-header: [349, 119, 564, 151]
classification-category: Remates de propiedades: [853, 137, 974, 148]
classified-notice: [1019, 757, 1234, 1819]
classified-notice: [796, 240, 1011, 956]
notice-text: Huérfanos 1409, piso 5, rematará 20 de mayo de 2025, 13:00 horas, en dependencias del tribunal, inmueble de propiedad del ejecutado Fernando Antonio Guzmán Prieto, correspondiente al inmueble ubicado en departamento número mil doscientos cinco, piso doce, del 'Edificio Eco Parque', Torre B, con acceso principal por calle García Valenzuela número cero cincuenta y cinco, Comuna de Ñuñoa, Región Metropolitana, de acuerdo al plano archivado con el número 4266 y 4266 de la A a la D; y dueño además de derechos en proporción al valor de lo adquirido en unión de los otros adquirentes en los bienes comunes entre los cuales se encuentra el terreno, 1 formado por tres inmuebles, que deslindan: Uno) Sitio eriazo ubicado en calle García Valenzuela sin número, en la Avenida Vicuña Mackenna y General Bustamante: Norte, en veintiséis metros cincuenta centímetros con frente a calle García Valenzuela; Sur, en veintiséis metros en parte con Sociedad Inmobiliaria García Burr y Compañía y en parte con terreno y edificio de don Alfredo García Burr; Oriente, en treinta y cuatro metros con resto de propiedad de los vendedores; Poniente, en veintiún metros, también con resto de propiedad de los vendedores. Dos) Un retazo de terreno ubicado en calle García Valenzuela sin número: Norte, calle García Valenzuela en doce metros cincuenta centímetros; Sur, propiedad de la Sociedad Inmobiliaria García Burr y Compañía, en seis metros cinco: [796, 1617, 1012, 2094]
column-header: [796, 119, 1011, 151]
notice-heading: REMATE 20º JUZGADO CIVIL DE: [579, 1458, 788, 1470]
classified-notice: [1465, 856, 1680, 1559]
classified-notice: [126, 1550, 341, 2081]
notice-text: ristas que hayan comparecido e indicado correo electrónico, y a cada postor indicado, reiterando el día y hora del remate y el link de la subasta. Se utilizará la plataforma Zoom, para lo cual se requiere de un computador o teléfono, en ambos casos, con cámara, micrófono y audio del mismo equipo y conexión a internet. Demás antecedentes en autos caratulados "Cooperativa de Ahorro y Crédito Oriente con Espinoza" Rol C-7551-2021. Secretaría (S): [126, 156, 341, 314]
classification-category: Remates de propiedades: [1522, 137, 1643, 148]
classified-notice: [126, 155, 341, 314]
notice-text: cero, deberá presentar ante el juez documentos suficientes que acrediten individualización completa de aquél por quién actúa (nombre y Rut de persona natural o jurídica). En el caso de persona jurídica, deberá señalar datos del representante legal de misma (nombre completo y Rut) y acompañar además copia personería con firma electrónica verificable. Todos comparecientes a subasta que se realizará por video conferencia, se requerirá que cuenten con computador o teléfono con conexión a internet, en ambos casos, con cámara, micrófono y audio del mismo equipo, siendo carga de partes y postores tener elementos tecnológicos. Además, deberán contar con clave única del Estado activa, para eventual suscripción acta de remate. Demás bases y antecedentes: Juicio Ejecutivo. 'Scotiabank Chile con Izquierdo' Rol C-14918-2023. Secretaría: [349, 156, 564, 434]
notice-text: Civil de Santiago, Huérfanos 1409, 13º piso, Santiago, en causa Rol C-7625-2020, se rematará por videoconferencia, mediante la plataforma Zoom, el día 22 de mayo de 2025, a las 13:30 horas, el departamento N° 2309, del vigésimo tercer piso, y el estacionamiento N° 164 del tercer subterráneo, todos del edificio o torre Uno del condominio 'Comunidad Edificio Bellavista de La Florida', con acceso por Avenida Vicuña Mackenna Oriente N° 7320, comuna de La Florida, inscrito a fojas 81592 N° 123904, del Conservador de Bienes Raíces de Santiago del año 2011. Mínimo subasta 897,7558 UF, por su valor en pesos al día del remate, más $ 476.400.-, por concepto de costas. Para participar en la subasta, todo interesado deberá constituir garantía suficiente mediante vale vista a nombre del Vigésimo Séptimo Juzgado Civil de Santiago, el que deberá ser entregado materialmente en dependencias del Tribunal hasta el día viernes de la semana anterior a efectuarse la subasta, y completar el formulario dispuesto para tal efecto. Demás estipulaciones y antecedentes en juicio Hipotecario caratulado 'Renta Nacional Compañía de Seguros de Vida S.A. con Rojas' Rol C-7625-2020. El Secretario.: [1465, 1577, 1681, 1975]
classified-notice: [572, 1458, 788, 2015]
page-number: 10: [126, 65, 163, 102]
column-1: [126, 119, 341, 2081]
section-title: ECONÓMICOS CLASIFICADOS: [673, 67, 1196, 108]
notice-text: Huérfanos 1409, piso 10, rematará el día 28 de mayo de 2025, a las 15:00 horas, la propiedad ubicada en calle Departamental N° 1217, que corresponde a parte del sitio N° 63 de la manzana D del plano de loteo del Barrio Residencial Los Cerezos, de la comuna de San Miguel, inscrito a Fojas 13.997 Vuelta Número 12.460 del Registro de Propiedad del año 2006 del Conservador de Bienes Raíces de San Miguel.- Mínimo Postura asciende a UF 12.049.- en su equivalente en pesos a la fecha de la subasta. La subasta se realizará bajo la modalidad presencial, en las dependencias del tribunal. Los oferentes que cumplan con lo establecido en las bases podrán participar en la subasta y se adjudicará a la oferta más alta sobre el mínimo fijado. Para participar en la subasta no se aceptará dinero en efectivo. Deberá acompañarse vale vista a la orden del tribunal, equivalente al 10% del mínimo fijado para el remate, con indicación del tomador para facilitar su devolución, el que deberá indicar, además, quien eventualmente se adjudicará el inmueble o derechos subastados, no admitiéndose que estos sean tomados por terceras personas. No se admitirá participar como postores a personas que se encuentren con inscripción vigente en el Registro Nacional de Deudores de Pensiones de Alimentos, cuestión que el tribunal verificará de forma previa a hacer la calificación de la seriedad de la garantía de posesión. Saldo del precio, pagadero dentro de quinto día hábil de realizada la subasta mediante depósito en la cuenta corriente del Tribunal. Demás antecedentes página web del Poder Judicial www.pjud.cl, autos Rol N° C-2757-2022. Caratulados 'Scotiabank Chile S. A./ Soc. Comercial Quezada y Quezada Limitada'. Juicio Ejecutivo.: [1465, 307, 1681, 850]
